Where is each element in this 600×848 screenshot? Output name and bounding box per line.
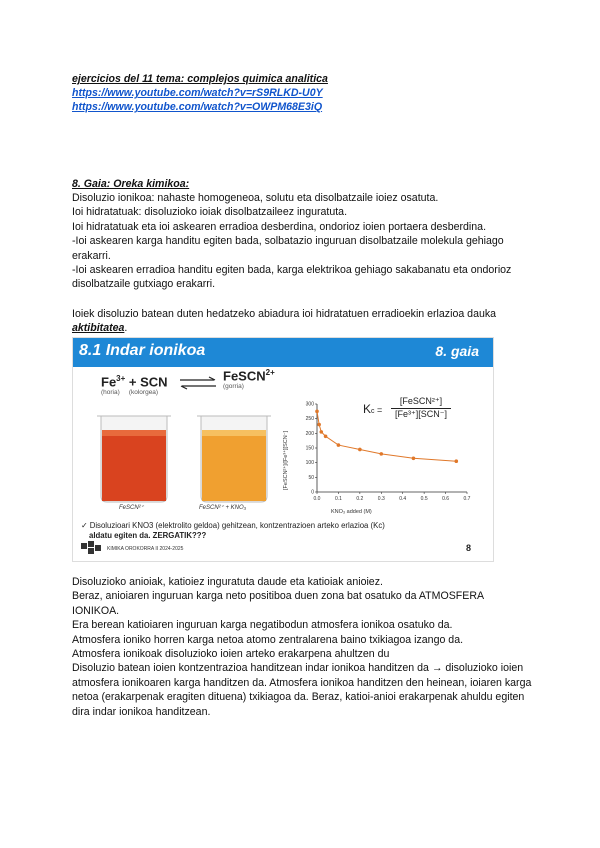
youtube-link-1[interactable]: https://www.youtube.com/watch?v=rS9RLKD-U0Y bbox=[72, 87, 323, 99]
slide-note-line1: ✓ Disoluzioari KNO3 (elektrolito geldoa) gehitzean, kontzentrazioen arteko erlazioa (Kc) bbox=[81, 521, 385, 530]
beaker1-label: FeSCN²⁺ bbox=[119, 505, 144, 511]
chart-data-point bbox=[315, 410, 319, 414]
chart-x-tick-label: 0.7 bbox=[463, 496, 471, 502]
slide-header bbox=[73, 338, 493, 367]
section-text bbox=[72, 191, 532, 292]
doc-title: ejercicios del 11 tema: complejos quimica analitica bbox=[72, 73, 328, 85]
chart-y-tick-label: 250 bbox=[305, 416, 314, 423]
chart-data-point bbox=[358, 448, 362, 452]
chart-y-tick-label: 150 bbox=[305, 445, 314, 452]
slide-page-number: 8 bbox=[465, 543, 471, 553]
chart-x-tick-label: 0.0 bbox=[313, 496, 321, 502]
chart-ylabel: [FeSCN²⁺]/[Fe³⁺][SCN⁻] bbox=[283, 430, 289, 490]
chart-y-tick-label: 300 bbox=[305, 401, 314, 408]
slide-note bbox=[81, 521, 461, 541]
chart-y-tick-label: 50 bbox=[308, 474, 314, 481]
chart-y-tick-label: 0 bbox=[311, 489, 314, 496]
paragraph-line: Disoluzio batean ioien kontzentrazioa handitzean indar ionikoa handitzen da → disoluzioko ioien atmosfera ionikoaren karga handitzen da. Atmosfera ionikoa handitzen den heinean, ioiaren karga netoa (erakarpenak eragiten dituena) txikiagoa da. Beraz, katioi-anioi erakarpenak ahuldu egiten dira indar ionikoa handitzean. bbox=[72, 662, 532, 718]
paragraph-line: Disoluzioko anioiak, katioiez inguratuta daude eta katioiak anioiez. bbox=[72, 576, 383, 588]
beakers-photo bbox=[87, 408, 287, 508]
chart-y-tick-label: 200 bbox=[305, 430, 314, 437]
university-logo-icon bbox=[81, 541, 101, 555]
body-text bbox=[72, 575, 532, 719]
intro-bold: aktibitatea bbox=[72, 322, 125, 335]
intro-text: Ioiek disoluzio batean duten hedatzeko abiadura ioi hidratatuen erradioekin erlazioa dauka bbox=[72, 308, 497, 320]
chart-x-tick-label: 0.4 bbox=[399, 496, 407, 502]
slide-tag: 8. gaia bbox=[435, 343, 479, 359]
kc-vs-kno3-chart bbox=[295, 398, 485, 510]
chart-data-point bbox=[412, 456, 416, 460]
chart-x-tick-label: 0.1 bbox=[334, 496, 342, 502]
chart-x-tick-label: 0.5 bbox=[420, 496, 428, 502]
paragraph-line: Beraz, anioiaren inguruan karga neto positiboa duen zona bat osatuko da ATMOSFERA IONIKOA. bbox=[72, 590, 484, 617]
product-fescn: FeSCN$^{2+}$ (gorria) bbox=[223, 368, 275, 391]
intro-paragraph bbox=[72, 307, 532, 336]
reactant-fe: $Fe^{3+}$ + SCN (horia) (kolorgea) bbox=[101, 374, 168, 397]
slide-note-line2: aldatu egiten da. ZERGATIK??? bbox=[89, 531, 207, 540]
slide-footer: KIMIKA OROKORRA II 2024-2025 bbox=[107, 546, 184, 552]
kc-formula: Kc = bbox=[363, 402, 383, 416]
paragraph-line: Ioi hidratatuak eta ioi askearen erradioa desberdina, ondorioz ioien portaera desberdina. bbox=[72, 220, 487, 233]
chart-data-point bbox=[317, 423, 321, 427]
chart-data-point bbox=[337, 443, 341, 447]
equilibrium-arrow-icon bbox=[178, 376, 218, 390]
beaker2-label: FeSCN²⁺ + KNO₃ bbox=[199, 505, 247, 511]
section-heading: 8. Gaia: Oreka kimikoa: bbox=[72, 178, 190, 190]
chart-x-tick-label: 0.3 bbox=[377, 496, 385, 502]
chart-xlabel: KNO₃ added (M) bbox=[331, 509, 372, 515]
chart-y-tick-label: 100 bbox=[305, 460, 314, 467]
paragraph-line: -Ioi askearen erradioa handitu egiten bada, karga elektrikoa gehiago sakabanatu eta ondorioz disolbatzaile gutxiago erakarri. bbox=[72, 264, 512, 291]
chart-data-point bbox=[324, 434, 328, 438]
kc-fraction: [FeSCN²⁺] [Fe³⁺][SCN⁻] bbox=[391, 396, 451, 420]
chart-data-point bbox=[319, 430, 323, 434]
paragraph-line: Atmosfera ioniko horren karga netoa atomo zentralarena baino txikiagoa izango da. bbox=[72, 633, 464, 646]
paragraph-line: Ioi hidratatuak: disoluzioko ioiak disolbatzaileez inguratuta. bbox=[72, 206, 348, 219]
intro-end: . bbox=[124, 322, 128, 335]
paragraph-line: Disoluzio ionikoa: nahaste homogeneoa, solutu eta disolbatzaile ioiez osatuta. bbox=[72, 192, 439, 204]
chart-data-point bbox=[454, 459, 458, 463]
chart-data-point bbox=[379, 452, 383, 456]
youtube-link-2[interactable]: https://www.youtube.com/watch?v=OWPM68E3iQ bbox=[72, 101, 323, 113]
chart-x-tick-label: 0.6 bbox=[442, 496, 450, 502]
chart-fit-curve bbox=[317, 411, 456, 461]
paragraph-line: -Ioi askearen karga handitu egiten bada, solbatazio inguruan disolbatzaile molekula gehiago erakarri. bbox=[72, 235, 504, 262]
beaker-orange-icon bbox=[197, 416, 271, 502]
paragraph-line: Era berean katioiaren inguruan karga negatibodun atmosfera ionikoa osatuko da. bbox=[72, 619, 453, 632]
paragraph-line: Atmosfera ionikoak disoluzioko ioien arteko erakarpena ahultzen du bbox=[72, 648, 390, 661]
lecture-slide-image bbox=[72, 337, 494, 562]
chart-x-tick-label: 0.2 bbox=[356, 496, 364, 502]
beaker-red-icon bbox=[97, 416, 171, 502]
slide-title: 8.1 Indar ionikoa bbox=[79, 342, 206, 359]
